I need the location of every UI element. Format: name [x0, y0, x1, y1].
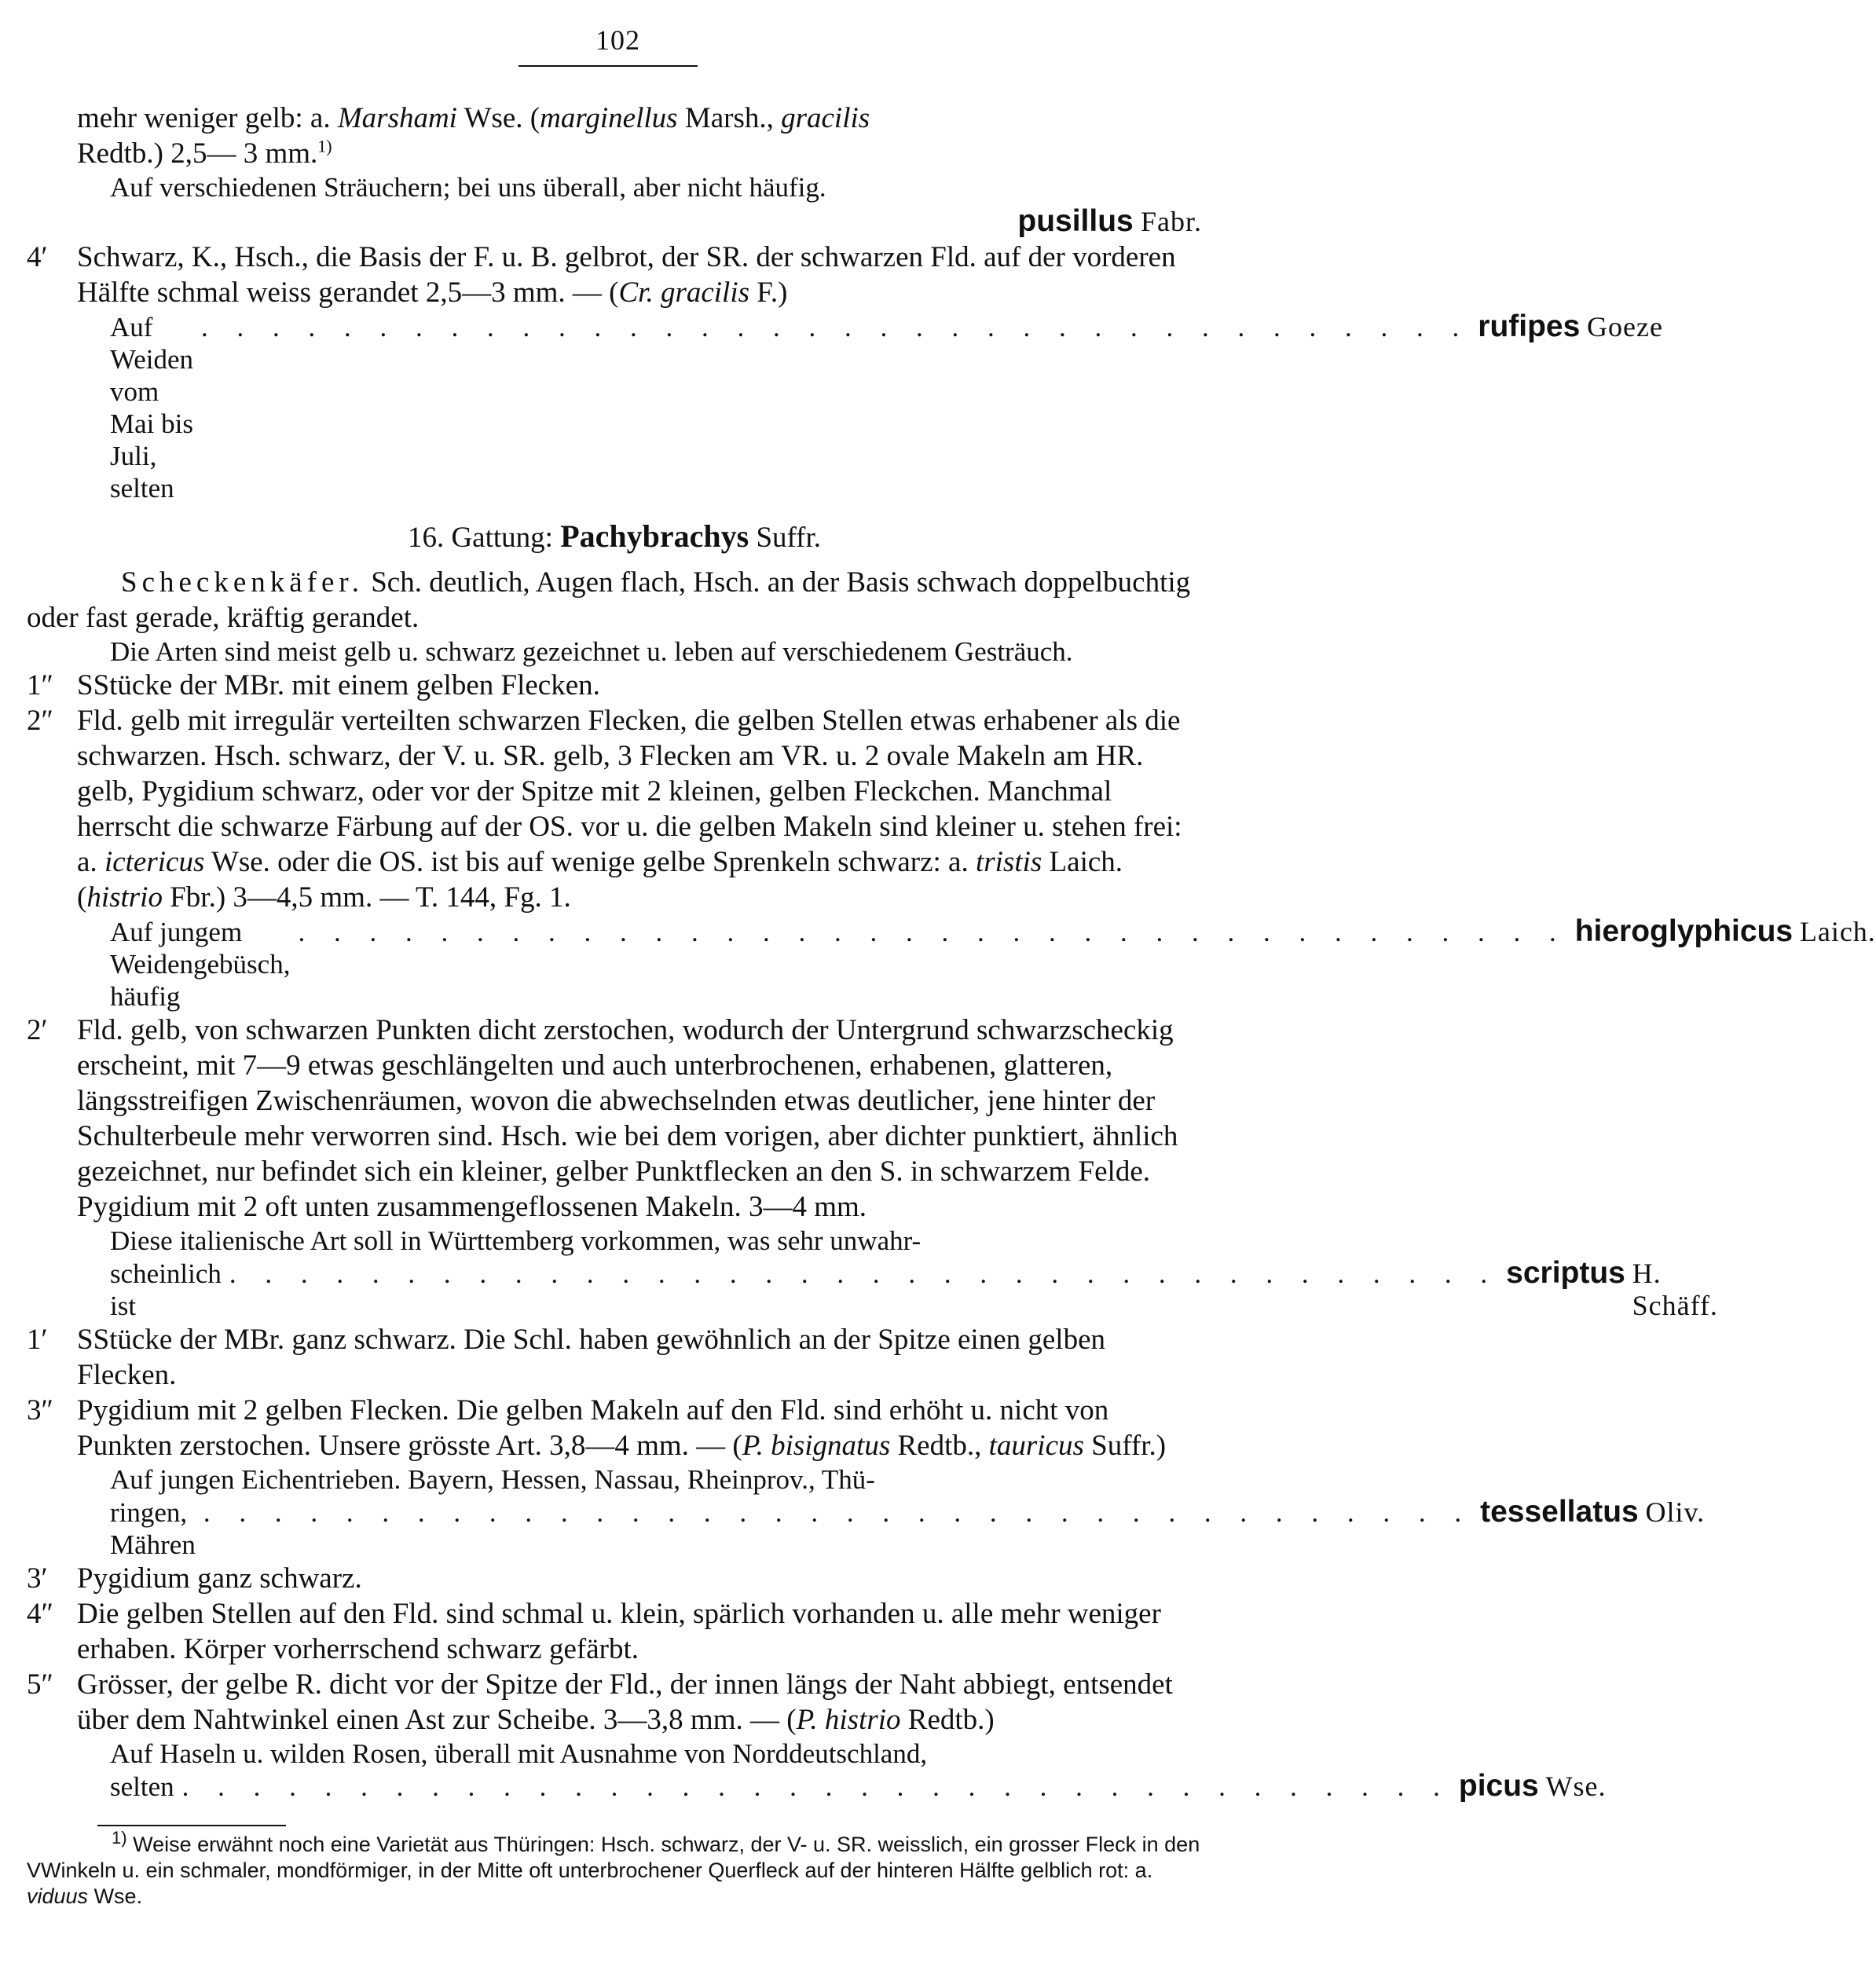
- key-marker: 4′: [27, 241, 48, 273]
- species-line: [27, 1495, 1706, 1561]
- genus-note: Die Arten sind meist gelb u. schwarz gezeichnet u. leben auf verschiedenem Gesträuch.: [110, 636, 1073, 667]
- species-line: [27, 309, 1663, 504]
- footnote-ref[interactable]: 1): [317, 136, 332, 156]
- genus-heading: [27, 518, 1202, 555]
- footnote-marker: 1): [112, 1828, 127, 1848]
- key-marker: 2″: [27, 705, 53, 737]
- leader-dots: . . . . . . . . . . . . . . . . . . . . . . . . . . . . . . . . . . . .: [201, 312, 1471, 342]
- key-entry: [27, 240, 1202, 310]
- habitat-note: Auf Weiden vom Mai bis Juli, selten: [110, 312, 194, 504]
- species-line: [27, 1256, 1718, 1322]
- key-entry: [27, 1013, 1202, 1225]
- species-author: Wse.: [1545, 1771, 1607, 1802]
- footnote-text: Wse.: [93, 1884, 143, 1908]
- main-text: [27, 101, 1876, 1803]
- genus-number: 16. Gattung:: [407, 522, 553, 554]
- text-run: Marsh.,: [684, 102, 774, 134]
- species-name: tessellatus: [1480, 1495, 1639, 1529]
- leader-dots: . . . . . . . . . . . . . . . . . . . . . . . . . . . . . . . . . . . .: [203, 1497, 1473, 1528]
- text-run: Laich. (: [77, 846, 1123, 914]
- taxon-italic: Marshami: [337, 102, 457, 134]
- text-run: SStücke der MBr. ganz schwarz. Die Schl. haben gewöhnlich an der Spitze einen gelben Flecken.: [77, 1324, 1106, 1391]
- common-name: Scheckenkäfer.: [121, 566, 364, 599]
- key-marker: 2′: [27, 1014, 48, 1046]
- text-run: Fld. gelb mit irregulär verteilten schwarzen Flecken, die gelben Stellen etwas erhabener als die schwarzen. Hsch. schwarz, der V. u. SR. gelb, 3 Flecken am VR. u. 2 ovale Makeln am HR. gelb, Pygidium schwarz, oder vor der Spitze mit 2 kleinen, gelben Fleckchen. Manchmal herrscht die schwarze Färbung auf der OS. vor u. die gelben Makeln sind kleiner u. stehen frei: a.: [77, 705, 1182, 878]
- species-author: H. Schäff.: [1632, 1258, 1718, 1321]
- taxon-italic: P. histrio: [796, 1704, 901, 1736]
- taxon-italic: tristis: [975, 846, 1042, 878]
- genus-description: [27, 565, 1202, 635]
- key-entry: [27, 1667, 1202, 1738]
- species-name: rufipes: [1478, 309, 1581, 343]
- taxon-italic: ictericus: [104, 846, 205, 878]
- key-marker: 1″: [27, 669, 53, 701]
- species-author: Oliv.: [1645, 1496, 1706, 1528]
- text-run: Fld. gelb, von schwarzen Punkten dicht zerstochen, wodurch der Untergrund schwarzscheckig erscheint, mit 7—9 etwas geschlängelten und auch unterbrochenen, erhabenen, glatteren, längsstreifigen Zwischenräumen, wovon die abwechselnden etwas deutlicher, jene hinter der Schulterbeule mehr verworren sind. Hsch. wie bei dem vorigen, aber dichter punktiert, ähnlich gezeichnet, nur befindet sich ein kleiner, gelber Punktflecken an den S. in schwarzem Felde. Pygidium mit 2 oft unten zusammengeflossenen Makeln. 3—4 mm.: [77, 1014, 1178, 1223]
- text-run: Die gelben Stellen auf den Fld. sind schmal u. klein, spärlich vorhanden u. alle mehr weniger erhaben. Körper vorherrschend schwarz gefärbt.: [77, 1598, 1161, 1665]
- footnote-text: Weise erwähnt noch eine Varietät aus Thüringen: Hsch. schwarz, der V- u. SR. weisslich, ein grosser Fleck in den VWinkeln u. ein schmaler, mondförmiger, in der Mitte oft unterbrochener Querfleck auf der hinteren Hälfte gelblich rot: a.: [27, 1833, 1200, 1882]
- text-run: Redtb.,: [897, 1430, 982, 1462]
- text-run: SStücke der MBr. mit einem gelben Flecken.: [77, 669, 600, 701]
- taxon-italic: tauricus: [988, 1430, 1084, 1462]
- species-name: scriptus: [1506, 1256, 1625, 1290]
- text-run: Sch. deutlich, Augen flach, Hsch. an der Basis schwach doppelbuchtig oder fast gerade, kräftig gerandet.: [27, 566, 1191, 634]
- text-run: Redtb.) 2,5— 3 mm.: [77, 137, 318, 170]
- taxon-italic: gracilis: [781, 102, 870, 134]
- key-entry: [27, 703, 1202, 915]
- species-author: Fabr.: [1140, 206, 1202, 237]
- leader-dots: . . . . . . . . . . . . . . . . . . . . . . . . . . . . . . . . . . . .: [298, 917, 1567, 947]
- text-run: Wse. oder die OS. ist bis auf wenige gelbe Sprenkeln schwarz: a.: [211, 846, 969, 878]
- text-run: Fbr.) 3—4,5 mm. — T. 144, Fg. 1.: [170, 881, 571, 914]
- species-author: Goeze: [1587, 311, 1663, 342]
- species-name: picus: [1458, 1769, 1539, 1803]
- text-run: Redtb.): [907, 1704, 995, 1736]
- key-marker: 4″: [27, 1598, 53, 1630]
- species-line: [27, 203, 1202, 240]
- key-marker: 3″: [27, 1394, 53, 1426]
- taxon-italic: viduus: [27, 1884, 89, 1908]
- key-marker: 5″: [27, 1668, 53, 1701]
- habitat-note: Auf verschiedenen Sträuchern; bei uns überall, aber nicht häufig.: [110, 172, 826, 203]
- habitat-note: Auf Haseln u. wilden Rosen, überall mit Ausnahme von Norddeutschland,: [110, 1738, 928, 1769]
- footnote: [27, 1828, 1202, 1910]
- text-line: [27, 136, 1202, 171]
- text-run: Grösser, der gelbe R. dicht vor der Spitze der Fld., der innen längs der Naht abbiegt, entsendet über dem Nahtwinkel einen Ast zur Scheibe. 3—3,8 mm. — (: [77, 1668, 1173, 1736]
- leader-dots: . . . . . . . . . . . . . . . . . . . . . . . . . . . . . . . . . . . .: [229, 1258, 1499, 1289]
- species-line: [27, 1769, 1607, 1803]
- habitat-note: Diese italienische Art soll in Württemberg vorkommen, was sehr unwahr-: [110, 1225, 922, 1256]
- key-entry: [27, 668, 1202, 703]
- taxon-italic: P. bisignatus: [742, 1430, 891, 1462]
- habitat-note: ringen, Mähren: [110, 1497, 196, 1560]
- taxon-italic: marginellus: [540, 102, 678, 134]
- habitat-note: Auf jungem Weidengebüsch, häufig: [110, 917, 291, 1012]
- species-author: Laich.: [1799, 916, 1876, 947]
- footnote-rule: [97, 1825, 286, 1826]
- taxon-italic: Cr. gracilis: [618, 277, 750, 309]
- key-entry: [27, 1596, 1202, 1667]
- key-entry: [27, 1393, 1202, 1463]
- species-name: hieroglyphicus: [1574, 914, 1794, 948]
- habitat-note: selten: [110, 1771, 174, 1802]
- key-marker: 3′: [27, 1562, 48, 1595]
- habitat-note: scheinlich ist: [110, 1258, 222, 1321]
- page-number: 102: [595, 24, 640, 56]
- species-line: [27, 914, 1876, 1013]
- header-rule: [518, 65, 698, 67]
- text-run: Wse. (: [464, 102, 540, 134]
- key-marker: 1′: [27, 1324, 48, 1356]
- text-run: Pygidium mit 2 gelben Flecken. Die gelben Makeln auf den Fld. sind erhöht u. nicht von Punkten zerstochen. Unsere grösste Art. 3,8—4 mm. — (: [77, 1394, 1109, 1462]
- text-run: Pygidium ganz schwarz.: [77, 1562, 362, 1595]
- taxon-italic: histrio: [86, 881, 163, 914]
- text-run: Schwarz, K., Hsch., die Basis der F. u. B. gelbrot, der SR. der schwarzen Fld. auf der vorderen Hälfte schmal weiss gerandet 2,5—3 mm. — (: [77, 241, 1176, 309]
- text-run: F.): [757, 277, 788, 309]
- species-name: pusillus: [1017, 204, 1134, 238]
- leader-dots: . . . . . . . . . . . . . . . . . . . . . . . . . . . . . . . . . . . .: [181, 1771, 1451, 1802]
- text-line: [27, 101, 1202, 136]
- text-run: mehr weniger gelb: a.: [77, 102, 331, 134]
- text-run: Suffr.): [1091, 1430, 1167, 1462]
- genus-author: Suffr.: [756, 522, 822, 554]
- habitat-note: Auf jungen Eichentrieben. Bayern, Hessen, Nassau, Rheinprov., Thü-: [110, 1464, 875, 1495]
- key-entry: [27, 1561, 1202, 1596]
- key-entry: [27, 1322, 1202, 1393]
- genus-name: Pachybrachys: [560, 518, 749, 554]
